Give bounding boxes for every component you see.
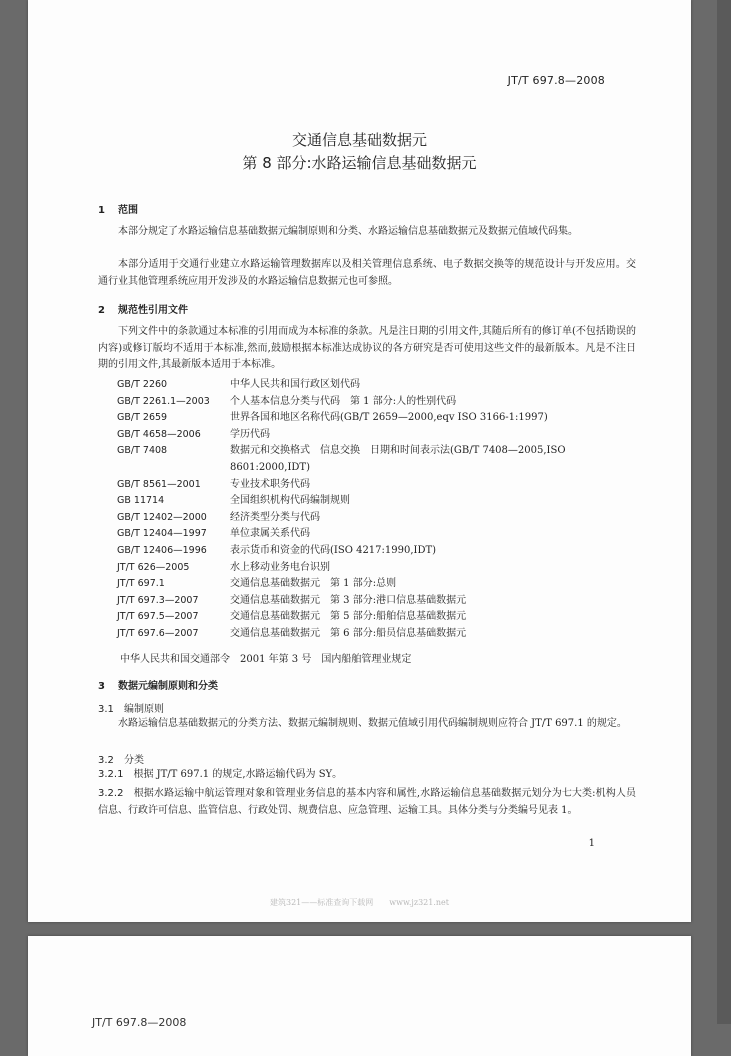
reference-row <box>117 493 637 510</box>
document-page-1 <box>28 0 691 922</box>
clause-3-2-1 <box>98 767 636 784</box>
viewer-scrollbar[interactable] <box>717 0 731 1024</box>
reference-code: GB/T 7408 <box>117 445 168 457</box>
principles-paragraph: 水路运输信息基础数据元的分类方法、数据元编制规则、数据元值域引用代码编制规则应符合 JT/T 697.1 的规定。 <box>118 718 627 729</box>
clause-text: 根据 JT/T 697.1 的规定,水路运输代码为 SY。 <box>133 769 343 780</box>
reference-row <box>117 427 637 444</box>
standard-code-header: JT/T 697.8—2008 <box>507 74 605 87</box>
reference-title: 交通信息基础数据元 第 6 部分:船员信息基础数据元 <box>230 627 467 639</box>
page-number: 1 <box>588 838 595 849</box>
reference-title: 水上移动业务电台识别 <box>230 561 330 573</box>
reference-title: 专业技术职务代码 <box>230 478 310 490</box>
watermark-footer: 建筑321——标准查询下载网 www.jz321.net <box>269 898 449 907</box>
subsection-number: 3.1 <box>98 704 114 715</box>
reference-title: 全国组织机构代码编制规则 <box>230 495 350 507</box>
subsection-number: 3.2 <box>98 755 114 766</box>
reference-code: JT/T 697.6—2007 <box>117 627 199 639</box>
scope-paragraph-1: 本部分规定了水路运输信息基础数据元编制原则和分类、水路运输信息基础数据元及数据元值域代码集。 <box>118 226 578 237</box>
reference-code: JT/T 697.5—2007 <box>117 611 199 623</box>
section-number: 1 <box>98 205 105 216</box>
reference-code: GB/T 12404—1997 <box>117 528 207 540</box>
clause-number: 3.2.1 <box>98 769 124 780</box>
reference-row <box>117 576 637 593</box>
reference-title: 交通信息基础数据元 第 1 部分:总则 <box>230 578 397 590</box>
clause-number: 3.2.2 <box>98 788 124 799</box>
reference-row <box>117 377 637 394</box>
scope-paragraph-2: 本部分适用于交通行业建立水路运输管理数据库以及相关管理信息系统、电子数据交换等的规范设计与开发应用。交通行业其他管理系统应用开发涉及的水路运输信息数据元也可参照。 <box>98 259 636 287</box>
reference-title: 数据元和交换格式 信息交换 日期和时间表示法(GB/T 7408—2005,ISO 8601:2000,IDT) <box>230 445 566 473</box>
document-title-line2: 第 8 部分:水路运输信息基础数据元 <box>242 154 477 172</box>
document-title-line1: 交通信息基础数据元 <box>291 131 427 149</box>
section-number: 2 <box>98 305 105 316</box>
reference-title: 单位隶属关系代码 <box>230 528 310 540</box>
reference-title: 学历代码 <box>230 428 270 440</box>
reference-title: 经济类型分类与代码 <box>230 511 320 523</box>
reference-row <box>117 543 637 560</box>
standard-code-header: JT/T 697.8—2008 <box>92 1016 187 1029</box>
section-title: 规范性引用文件 <box>118 305 188 316</box>
normative-references-list <box>117 377 637 643</box>
reference-code: JT/T 697.1 <box>117 578 165 590</box>
subsection-title: 分类 <box>124 755 144 766</box>
reference-code: JT/T 697.3—2007 <box>117 594 199 606</box>
subsection-title: 编制原则 <box>124 704 164 715</box>
section-1-heading <box>98 201 138 216</box>
reference-code: GB/T 2659 <box>117 412 168 424</box>
section-title: 数据元编制原则和分类 <box>118 681 218 692</box>
reference-title: 交通信息基础数据元 第 3 部分:港口信息基础数据元 <box>230 594 467 606</box>
reference-row <box>117 443 637 476</box>
reference-code: GB/T 4658—2006 <box>117 428 201 440</box>
document-page-2 <box>28 936 691 1056</box>
section-title: 范围 <box>118 205 138 216</box>
reference-title: 世界各国和地区名称代码(GB/T 2659—2000,eqv ISO 3166-1:1997) <box>230 412 548 424</box>
reference-row <box>117 593 637 610</box>
reference-code: GB 11714 <box>117 495 165 507</box>
section-2-heading <box>98 301 188 316</box>
subsection-3-1-heading <box>98 700 164 715</box>
reference-row <box>117 510 637 527</box>
reference-code: GB/T 2260 <box>117 379 168 390</box>
references-intro: 下列文件中的条款通过本标准的引用而成为本标准的条款。凡是注日期的引用文件,其随后所有的修订单(不包括勘误的内容)或修订版均不适用于本标准,然而,鼓励根据本标准达成协议的各方研究是否可使用这些文件的最新版本。凡是不注日期的引用文件,其最新版本适用于本标准。 <box>98 326 636 370</box>
reference-code: GB/T 8561—2001 <box>117 478 201 490</box>
reference-row <box>117 609 637 626</box>
reference-title: 个人基本信息分类与代码 第 1 部分:人的性别代码 <box>230 395 457 407</box>
section-3-heading <box>98 677 218 692</box>
reference-code: JT/T 626—2005 <box>117 561 190 573</box>
subsection-3-2-heading <box>98 751 144 766</box>
reference-title: 交通信息基础数据元 第 5 部分:船舶信息基础数据元 <box>230 611 467 623</box>
reference-code: GB/T 2261.1—2003 <box>117 395 210 407</box>
reference-code: GB/T 12406—1996 <box>117 544 207 556</box>
decree-reference: 中华人民共和国交通部令 2001 年第 3 号 国内船舶管理业规定 <box>120 654 412 665</box>
reference-title: 表示货币和资金的代码(ISO 4217:1990,IDT) <box>230 544 437 556</box>
reference-row <box>117 560 637 577</box>
clause-text: 根据水路运输中航运管理对象和管理业务信息的基本内容和属性,水路运输信息基础数据元划分为七大类:机构人员信息、行政许可信息、监管信息、行政处罚、规费信息、应急管理、运输工具。具体分类与分类编号见表 1。 <box>98 788 636 816</box>
section-number: 3 <box>98 681 105 692</box>
reference-row <box>117 410 637 427</box>
reference-title: 中华人民共和国行政区划代码 <box>230 379 360 390</box>
reference-code: GB/T 12402—2000 <box>117 511 207 523</box>
reference-row <box>117 526 637 543</box>
reference-row <box>117 626 637 643</box>
clause-3-2-2 <box>98 786 636 819</box>
reference-row <box>117 477 637 494</box>
reference-row <box>117 394 637 411</box>
